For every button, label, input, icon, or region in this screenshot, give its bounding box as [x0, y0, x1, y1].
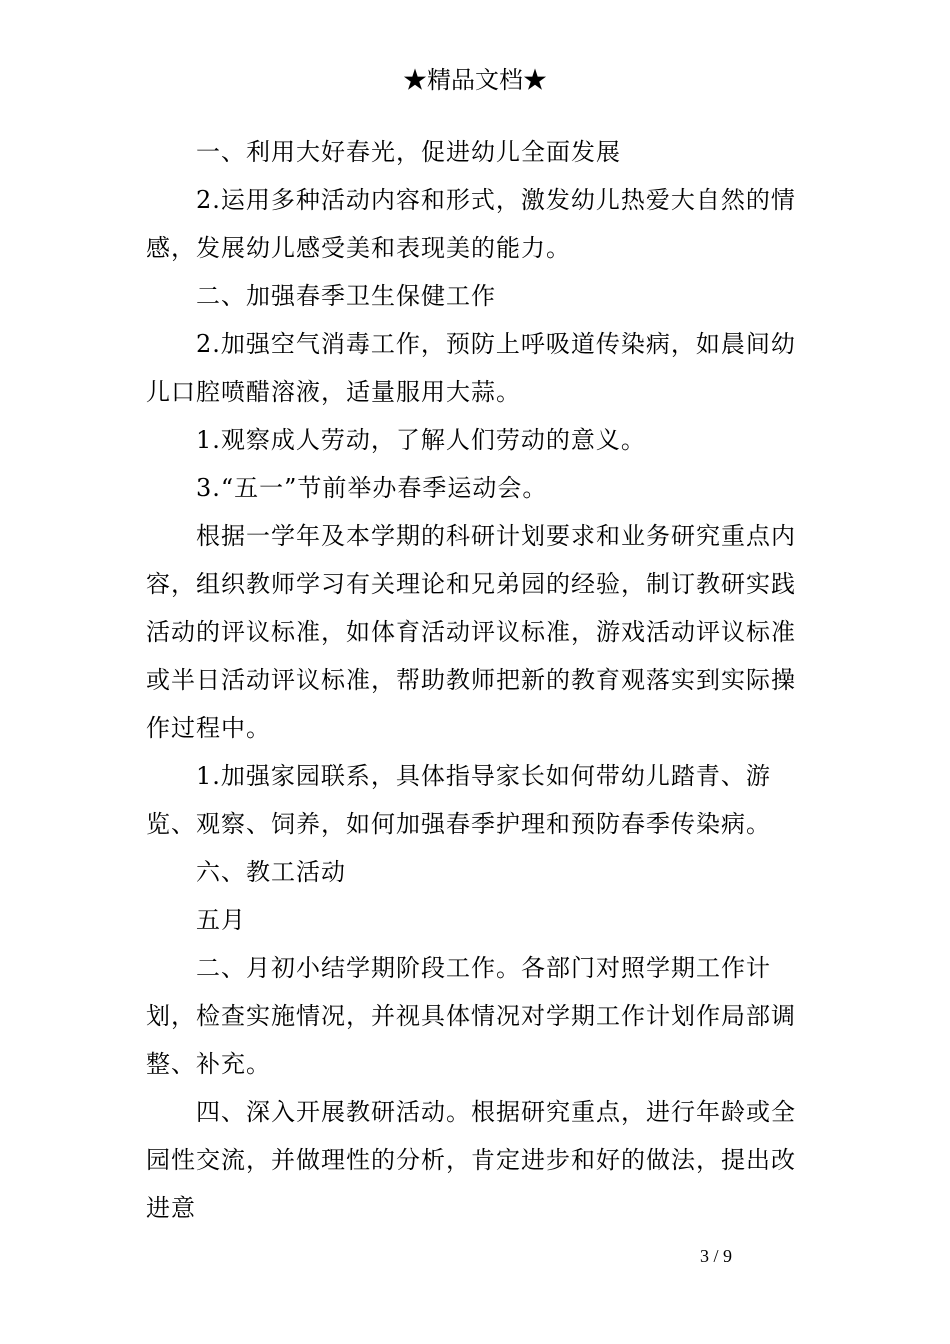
paragraph: 2.运用多种活动内容和形式，激发幼儿热爱大自然的情感，发展幼儿感受美和表现美的能力。	[146, 186, 796, 262]
document-body	[146, 128, 810, 1232]
paragraph: 2.加强空气消毒工作，预防上呼吸道传染病，如晨间幼儿口腔喷醋溶液，适量服用大蒜。	[146, 330, 796, 406]
paragraph: 二、加强春季卫生保健工作	[196, 282, 496, 310]
paragraph: 一、利用大好春光，促进幼儿全面发展	[196, 138, 621, 166]
paragraph: 四、深入开展教研活动。根据研究重点，进行年龄或全园性交流，并做理性的分析，肯定进步和好的做法，提出改进意	[146, 1098, 796, 1222]
paragraph: 二、月初小结学期阶段工作。各部门对照学期工作计划，检查实施情况，并视具体情况对学期工作计划作局部调整、补充。	[146, 954, 796, 1078]
paragraph: 根据一学年及本学期的科研计划要求和业务研究重点内容，组织教师学习有关理论和兄弟园的经验，制订教研实践活动的评议标准，如体育活动评议标准，游戏活动评议标准或半日活动评议标准，帮助教师把新的教育观落实到实际操作过程中。	[146, 522, 796, 742]
page-header: ★精品文档★	[403, 66, 547, 94]
paragraph: 1.加强家园联系，具体指导家长如何带幼儿踏青、游览、观察、饲养，如何加强春季护理和预防春季传染病。	[146, 762, 771, 838]
page-number: 3 / 9	[700, 1246, 733, 1266]
paragraph: 六、教工活动	[196, 858, 346, 886]
paragraph: 3.“五一”节前举办春季运动会。	[196, 474, 548, 502]
paragraph: 1.观察成人劳动，了解人们劳动的意义。	[196, 426, 646, 454]
paragraph: 五月	[196, 906, 246, 934]
